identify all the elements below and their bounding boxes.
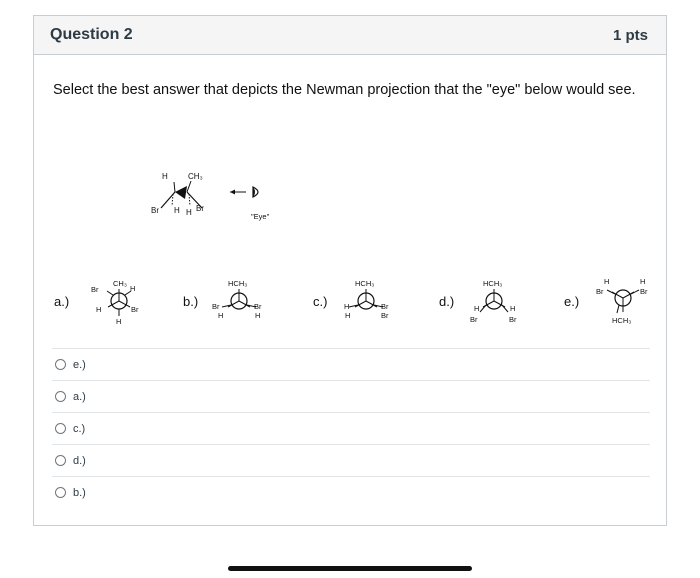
answer-option[interactable] <box>52 412 650 444</box>
choice-e-label: e.) <box>564 294 580 309</box>
radio-button[interactable] <box>55 391 66 402</box>
choice-c-atom-1: HCH₃ <box>355 279 375 288</box>
choice-a-atom-4: H <box>96 305 102 314</box>
question-prompt: Select the best answer that depicts the Newman projection that the "eye" below would see. <box>53 82 636 98</box>
answer-label: b.) <box>73 486 86 499</box>
choice-a-label: a.) <box>54 294 70 309</box>
question-header <box>34 16 666 55</box>
choice-d-atom-3: Br <box>470 315 478 324</box>
choice-b-label: b.) <box>183 294 199 309</box>
choice-c-atom-5: Br <box>381 311 389 320</box>
choice-a-atom-3: Br <box>91 285 99 294</box>
choice-b-atom-2: Br <box>212 302 220 311</box>
answer-option[interactable] <box>52 476 650 508</box>
question-title: Question 2 <box>50 26 133 43</box>
answer-label: c.) <box>73 422 86 435</box>
eye-label: "Eye" <box>251 212 270 221</box>
radio-button[interactable] <box>55 423 66 434</box>
choice-b-atom-5: H <box>255 311 261 320</box>
molecule-bottom-mid1: H <box>174 206 180 215</box>
answer-option[interactable] <box>52 380 650 412</box>
choice-b-atom-4: Br <box>254 302 262 311</box>
home-indicator[interactable] <box>228 566 472 571</box>
answer-label: a.) <box>73 390 86 403</box>
choice-b-atom-1: HCH₃ <box>228 279 248 288</box>
choice-b-atom-3: H <box>218 311 224 320</box>
choice-e-atom-5: HCH₃ <box>612 316 632 325</box>
choice-a-newman <box>54 279 139 326</box>
radio-button[interactable] <box>55 359 66 370</box>
answer-label: d.) <box>73 454 86 467</box>
choice-d-atom-5: Br <box>509 315 517 324</box>
choice-a-atom-6: H <box>116 317 122 326</box>
choice-e-atom-4: Br <box>640 287 648 296</box>
choice-e-atom-2: H <box>640 277 646 286</box>
eye-icon <box>230 187 270 221</box>
molecule-bottom-left: Br <box>151 206 159 215</box>
choice-c-newman <box>313 279 389 320</box>
answer-option[interactable] <box>52 444 650 476</box>
choice-a-atom-5: Br <box>131 305 139 314</box>
answer-option[interactable] <box>52 348 650 380</box>
choice-d-newman <box>439 279 517 324</box>
answer-list <box>52 348 650 508</box>
choice-c-atom-4: Br <box>381 302 389 311</box>
molecule-top-right: CH₃ <box>188 172 203 181</box>
choice-d-atom-4: H <box>510 304 516 313</box>
choice-c-atom-3: H <box>345 311 351 320</box>
molecule-top-left: H <box>162 172 168 181</box>
choice-d-atom-2: H <box>474 304 480 313</box>
choice-c-label: c.) <box>313 294 328 309</box>
question-card <box>33 15 667 526</box>
question-points: 1 pts <box>612 26 648 44</box>
radio-button[interactable] <box>55 487 66 498</box>
answer-label: e.) <box>73 358 86 371</box>
radio-button[interactable] <box>55 455 66 466</box>
choice-d-label: d.) <box>439 294 455 309</box>
choice-e-atom-1: H <box>604 277 610 286</box>
choice-e-newman <box>564 277 648 325</box>
choice-e-atom-3: Br <box>596 287 604 296</box>
choice-b-newman <box>183 279 262 320</box>
molecule-bottom-mid2: H <box>186 208 192 217</box>
sawhorse-molecule <box>151 172 204 217</box>
choice-c-atom-2: H <box>344 302 350 311</box>
choice-a-atom-2: H <box>130 284 136 293</box>
question-figure <box>34 116 666 336</box>
choice-a-atom-1: CH₃ <box>113 279 127 288</box>
choice-d-atom-1: HCH₃ <box>483 279 503 288</box>
molecule-bottom-right: Br <box>196 204 204 213</box>
